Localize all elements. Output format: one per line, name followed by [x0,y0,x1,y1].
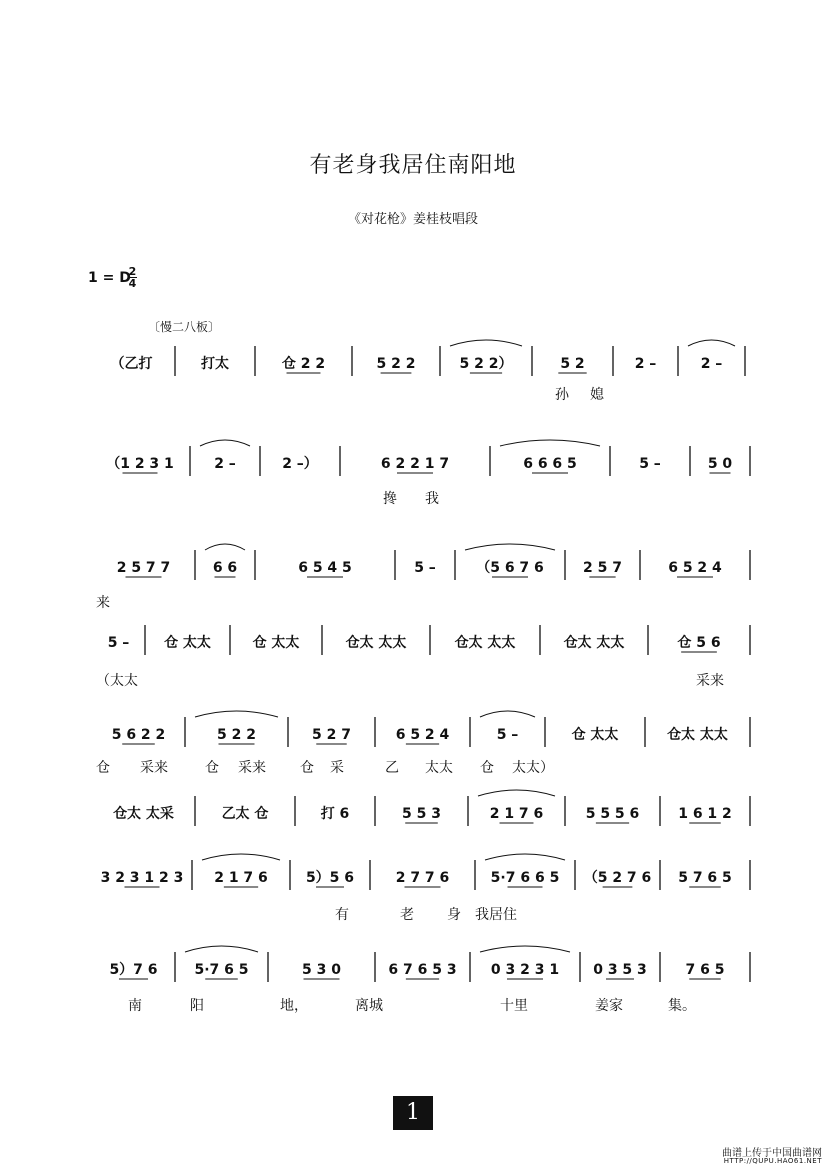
measure-notes: 0 3 5 3 [593,962,647,978]
lyric-text: 十里 [500,998,528,1014]
music-system [0,332,826,392]
lyric-text: （太太 [96,673,138,689]
measure-notes: 2 –） [282,456,318,472]
measure-notes: 2 5 7 7 [116,560,171,576]
measure-notes: 2 1 7 6 [214,870,268,886]
measure-notes: 5 – [414,560,436,576]
lyric-text: 地， [280,998,308,1014]
lyric-text: 集。 [668,998,696,1014]
lyric-text: 南 [128,998,142,1014]
page-title: 有老身我居住南阳地 [309,153,517,178]
key-signature: 1 = D [88,270,131,286]
lyric-text: 采 [330,760,344,776]
measure-notes: 5 2 2） [459,356,513,372]
lyric-text: 老 [400,907,414,923]
time-signature-top: 2 [128,265,137,278]
measure-notes: 仓 太太 [164,635,211,651]
measure-notes: 5 7 6 5 [678,870,732,886]
measure-notes: 5 – [639,456,661,472]
measure-notes: 仓太 太太 [345,635,407,651]
measure-notes: 6 5 2 4 [395,727,450,743]
slur [478,790,555,796]
measure-notes: 仓太 太太 [563,635,625,651]
measure-notes: 2 5 7 [583,560,622,576]
tempo-marking: 〔慢二八板〕 [148,320,221,334]
lyric-text: 太太 [425,760,453,776]
measure-notes: 2 1 7 6 [489,806,544,822]
slur [480,711,535,717]
measure-notes: 仓太 太采 [113,806,174,822]
lyric-text: 身 [447,907,461,923]
measure-notes: 乙太 仓 [221,806,269,822]
lyric-text: 姜家 [595,998,623,1014]
measure-notes: 1 6 1 2 [678,806,732,822]
lyric-text: 太太） [512,760,554,776]
music-system [0,432,826,492]
slur [185,946,258,952]
measure-notes: （1 2 3 1 [106,456,174,472]
measure-notes: 2 – [634,356,657,372]
slur [480,946,570,952]
measure-notes: 5 – [496,727,519,743]
measure-notes: 仓 太太 [571,727,619,743]
measure-notes: 仓 太太 [252,635,300,651]
measure-notes: 6 5 4 5 [298,560,352,576]
measure-notes: 5 – [107,635,130,651]
measure-notes: 3 2 3 1 2 3 [100,870,184,886]
music-system [0,846,826,906]
measure-notes: 5 2 2 [376,356,416,372]
measure-notes: 打太 [201,356,229,372]
lyric-text: 媳 [590,387,604,403]
lyric-text: 搀 [383,491,397,507]
slur [202,854,280,860]
measure-notes: 6 2 2 1 7 [380,456,450,472]
music-system [0,703,826,763]
measure-notes: （5 6 7 6 [476,560,544,576]
measure-notes: 7 6 5 [685,962,725,978]
watermark-text: 曲谱上传于中国曲谱网 [722,1148,822,1159]
music-system [0,938,826,998]
lyric-text: 仓 [96,760,110,776]
measure-notes: 5 3 0 [302,962,341,978]
measure-notes: 0 3 2 3 1 [490,962,560,978]
measure-notes: 5）7 6 [109,962,158,978]
lyric-text: 仓 [300,760,314,776]
lyric-text: 仓 [480,760,494,776]
measure-notes: 6 6 6 5 [523,456,577,472]
lyric-text: 有 [335,907,349,923]
slur [688,340,735,346]
measure-notes: 打 6 [320,806,350,822]
slur [195,711,278,717]
measure-notes: 仓 2 2 [281,356,326,372]
measure-notes: 2 – [214,456,236,472]
measure-notes: （5 2 7 6 [583,870,652,886]
measure-notes: 5）5 6 [305,870,355,886]
measure-notes: 5 2 7 [312,727,351,743]
measure-notes: 仓太 太太 [667,727,728,743]
measure-notes: （乙打 [110,356,153,372]
lyric-text: 采来 [238,760,266,776]
measure-notes: 5 2 2 [217,727,256,743]
lyric-text: 我 [425,491,439,507]
measure-notes: 2 – [700,356,723,372]
music-system [0,611,826,671]
subtitle: 《对花枪》姜桂枝唱段 [347,212,478,227]
watermark-url: HTTP://QUPU.HAO61.NET [723,1157,822,1165]
measure-notes: 仓 5 6 [677,635,721,651]
slur [465,544,555,550]
lyric-text: 孙 [555,387,569,403]
measure-notes: 2 7 7 6 [395,870,450,886]
music-system [0,536,826,596]
lyric-text: 来 [96,595,110,611]
measure-notes: 5 0 [707,456,733,472]
lyric-text: 阳 [190,998,204,1014]
measure-notes: 仓太 太太 [454,635,516,651]
measure-notes: 6 7 6 5 3 [388,962,457,978]
slur [450,340,522,346]
lyric-text: 离城 [355,998,383,1014]
measure-notes: 5 6 2 2 [111,727,166,743]
page-number: 1 [393,1096,433,1130]
lyric-text: 仓 [205,760,219,776]
slur [500,440,600,446]
measure-notes: 5 2 [560,356,585,372]
measure-notes: 6 5 2 4 [668,560,722,576]
slur [205,544,245,550]
measure-notes: 6 6 [212,560,238,576]
time-signature [128,266,137,289]
music-system [0,782,826,842]
lyric-text: 采来 [696,673,724,689]
measure-notes: 5 5 3 [402,806,441,822]
slur [200,440,250,446]
measure-notes: 5·7 6 5 [194,962,249,978]
lyric-text: 乙 [385,760,399,776]
measure-notes: 5 5 5 6 [585,806,640,822]
lyric-text: 采来 [140,760,168,776]
slur [485,854,565,860]
lyric-text: 我居住 [475,907,517,923]
time-signature-bottom: 4 [128,277,137,290]
measure-notes: 5·7 6 6 5 [490,870,560,886]
